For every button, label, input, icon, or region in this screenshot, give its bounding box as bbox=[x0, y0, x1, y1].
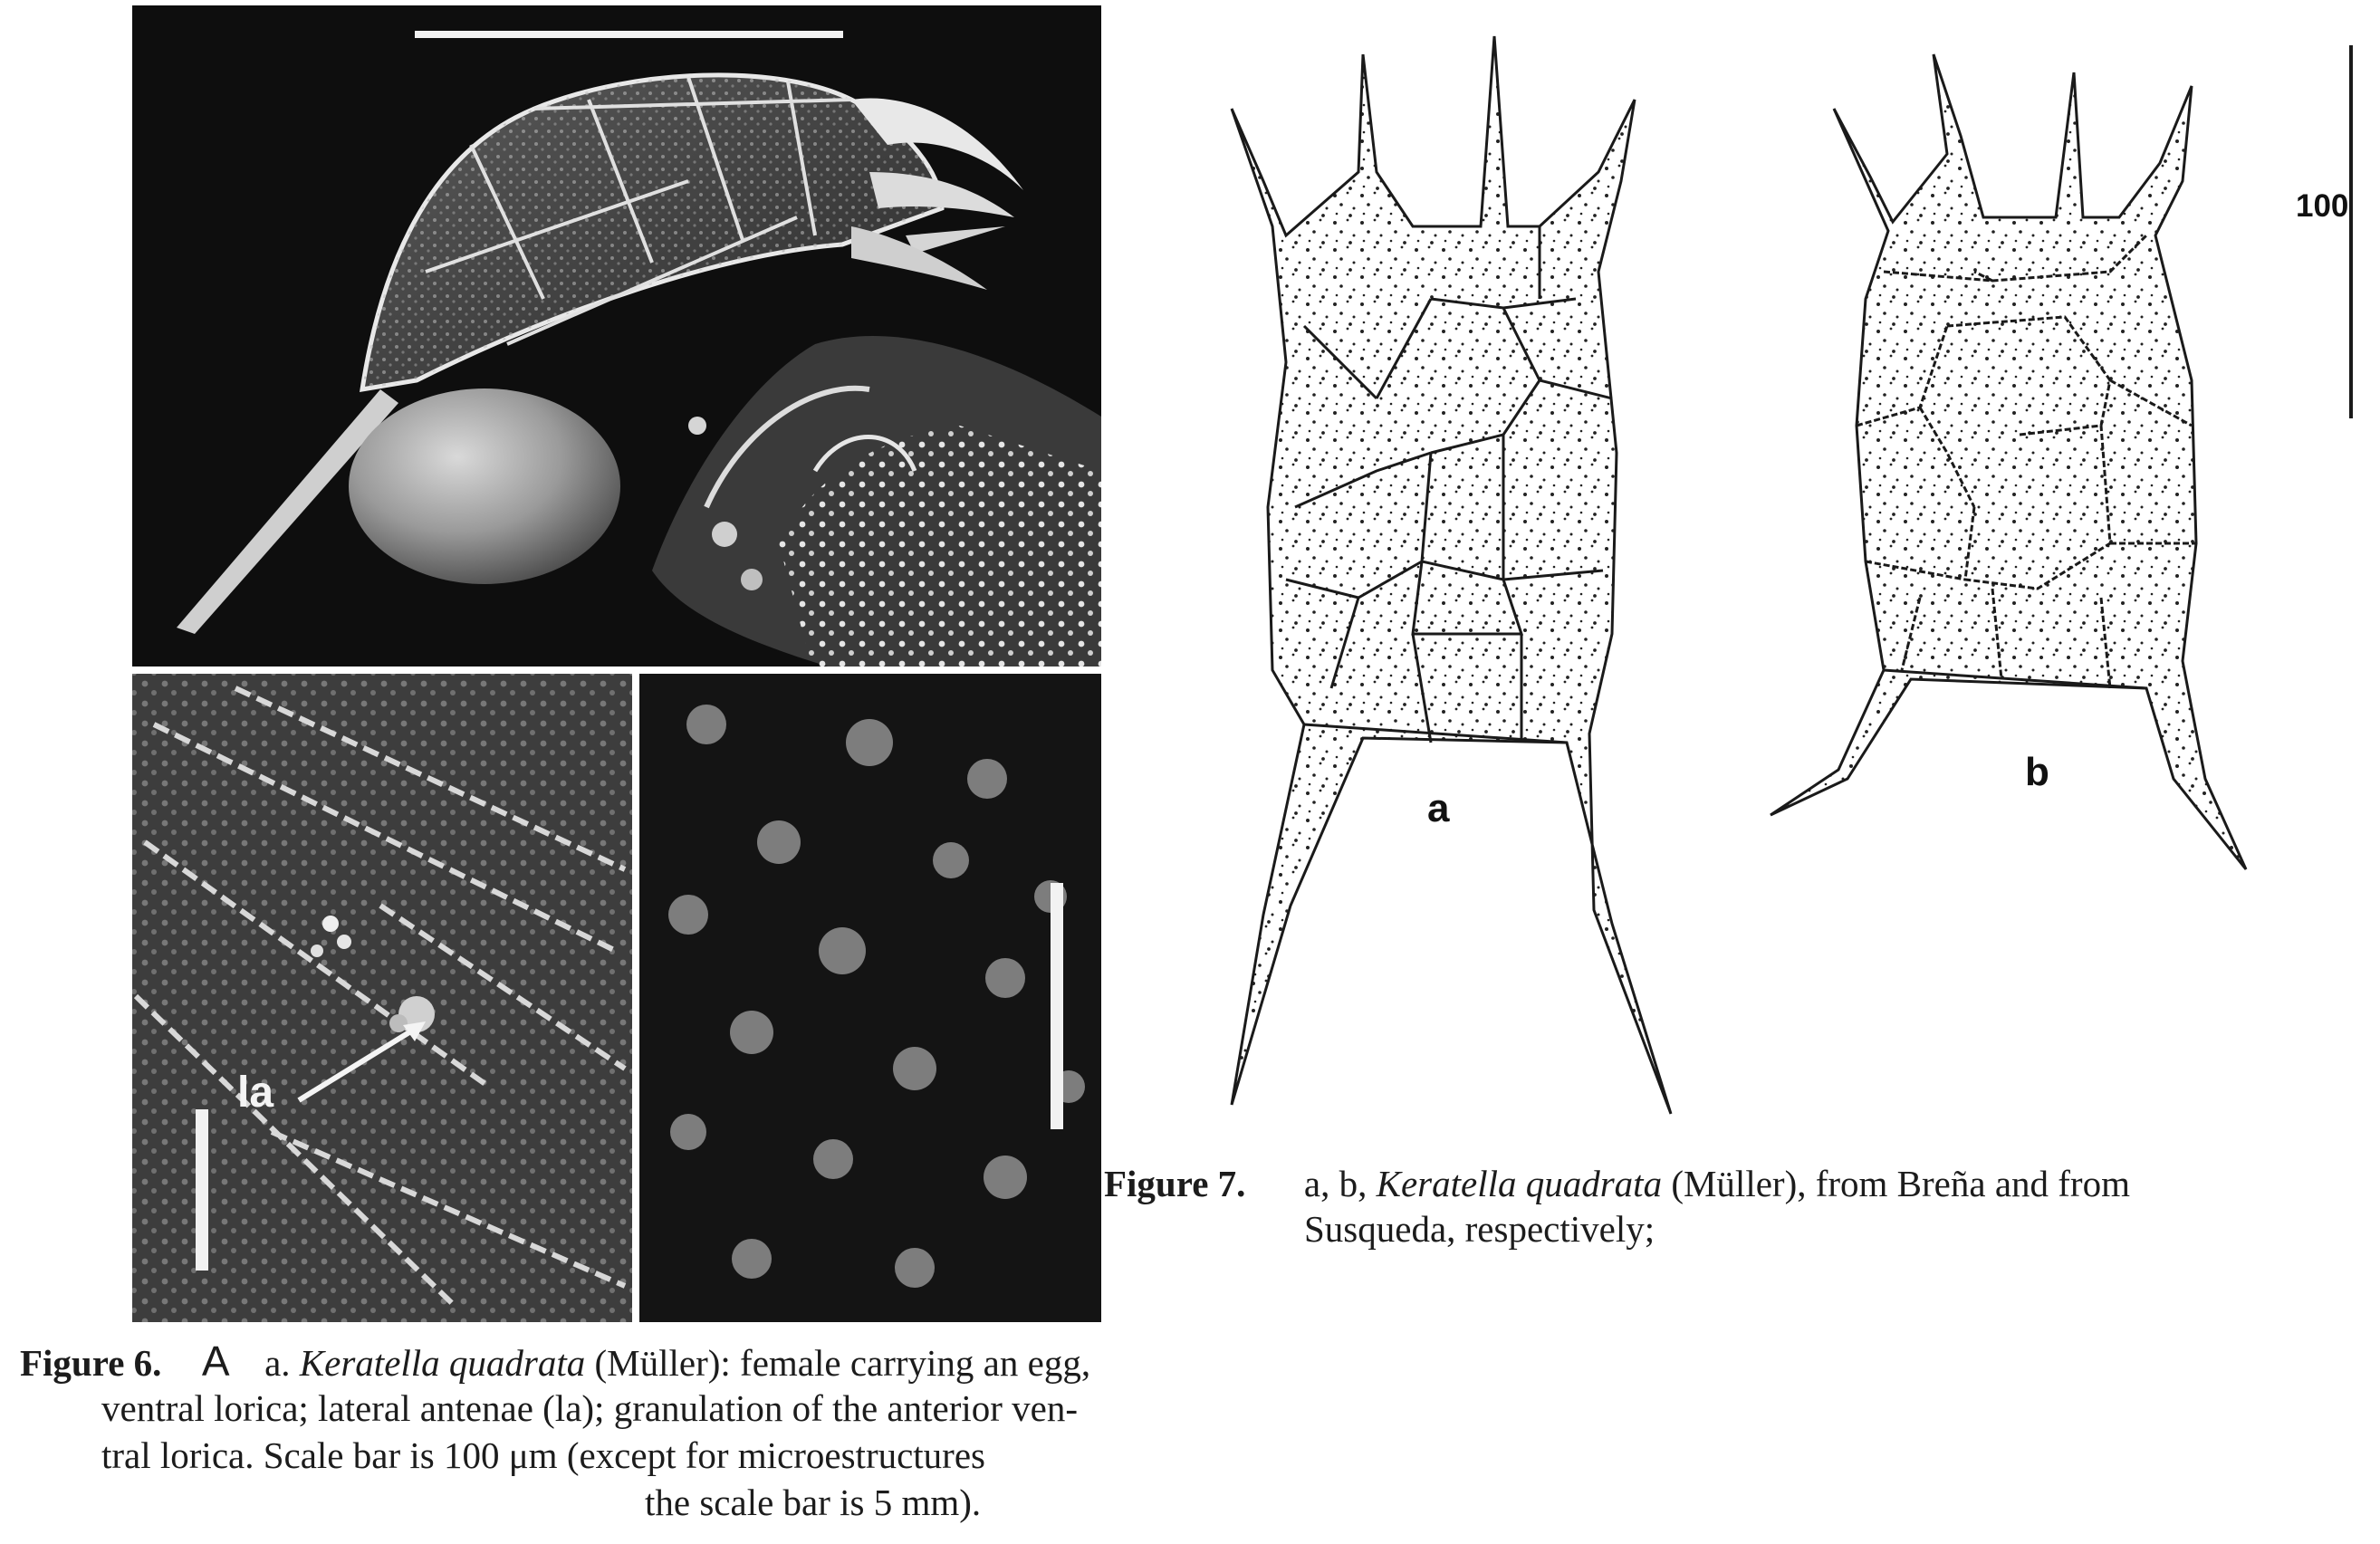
arrow-label-la: la bbox=[237, 1069, 274, 1117]
panel-label-b: b bbox=[2025, 750, 2049, 794]
figure7-caption-line1 bbox=[1104, 1161, 2130, 1206]
lorica-drawing-a bbox=[1232, 36, 1671, 1114]
figure7-label: Figure 7. bbox=[1104, 1163, 1246, 1204]
figure7-panels: a, b, bbox=[1303, 1163, 1368, 1204]
figure6-label: Figure 6. bbox=[20, 1342, 162, 1384]
figure6-panel-prefix: a. bbox=[264, 1342, 291, 1384]
panel-label-a: a bbox=[1427, 786, 1450, 830]
figure6-species: Keratella quadrata bbox=[299, 1342, 586, 1384]
figure7-caption-line2: Susqueda, respectively; bbox=[1304, 1208, 1655, 1250]
figure6-line1-suffix: (Müller): female carrying an egg, bbox=[594, 1342, 1091, 1384]
figure7-line1-suffix: (Müller), from Breña and from bbox=[1671, 1163, 2130, 1204]
figure6-caption-line1 bbox=[20, 1338, 1090, 1386]
figure6-caption-line3: tral lorica. Scale bar is 100 μm (except for microestructures bbox=[101, 1434, 985, 1476]
figure6-caption-line2: ventral lorica; lateral antenae (la); granulation of the anterior ven- bbox=[101, 1387, 1078, 1429]
figure7-species: Keratella quadrata bbox=[1376, 1163, 1663, 1204]
lorica-drawing-b bbox=[1771, 54, 2246, 869]
figure6-panel-mark: A bbox=[201, 1338, 230, 1385]
figure6-caption-line4: the scale bar is 5 mm). bbox=[645, 1482, 982, 1523]
scale-label-100: 100 bbox=[2296, 188, 2349, 224]
